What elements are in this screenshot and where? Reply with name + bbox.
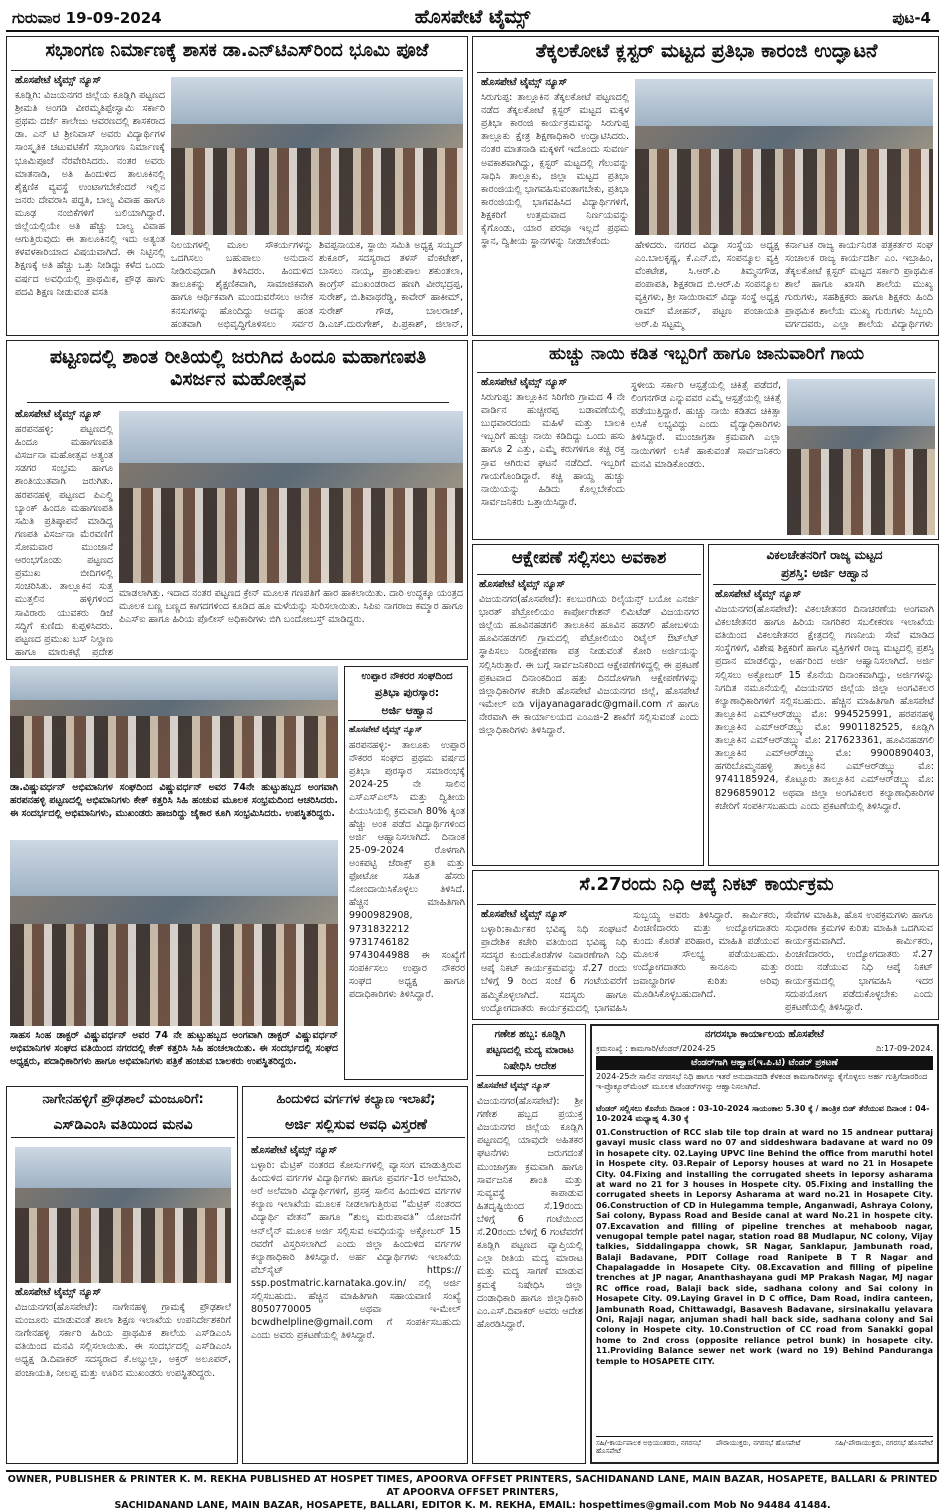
article-body: ಮಾಡಲಾಗಿತ್ತು. ಇದಾದ ನಂತರ ಪಟ್ಟಣದ ಕ್ರೇನ್ ಮೂಲಕ ಗಣಪತಿಗೆ ಹಾರ ಹಾಕಲಾಯಿತು. ದಾರಿ ಉದ್ದಕ್ಕೂ ಯಂತ್ರದ ಮೂಲಕ ಬಣ್ಣ ಬಣ್ಣದ ಕಾಗದಗಳಿಂದ ಕೂಡಿದ ಹೂ ಮಳೆಯನ್ನು ಸುರಿಸಲಾಯಿತು. ಸಿಪಿಐ ನಾಗರಾಜ ಕಮ್ಮಾರ ಹಾಗೂ ಪಿಎಸ್‌ಐ ಹಾಗೂ ಹಿರಿಯ ಪೊಲೀಸ್ ಅಧಿಕಾರಿಗಳು ಬಿಗಿ ಬಂದೋಬಸ್ತ್ ಮಾಡಿದ್ದರು. xyxy=(119,588,463,626)
event-photo xyxy=(787,379,935,535)
article-pratibha-karanji xyxy=(472,36,939,336)
byline: ಹೊಸಪೇಟೆ ಟೈಮ್ಸ್ ನ್ಯೂಸ್ xyxy=(15,409,102,420)
article-body: ವಿಜಯನಗರ(ಹೊಸಪೇಟೆ): ಕಲಬುರಗಿಯ ರಿಲೈಯನ್ಸ್ ಬಯೋ ಎನರ್ಜಿ ಭಾರತ್ ಪೆಟ್ರೋಲಿಯಂ ಕಾರ್ಪೋರೇಶನ್ ಲಿಮಿಟೆಡ್ ವಿಜಯನಗರ ಜಿಲ್ಲೆಯ ಹೂವಿನಹಡಗಲಿ ತಾಲೂಕಿನ ಹೂವಿನ ಹಡಗಲಿ ಹೋಬಳಿಯ ಹೂವಿನಹಡಗಲಿ ಗ್ರಾಮದಲ್ಲಿ ಪೆಟ್ರೋಲಿಯಂ ರಿಟೈಲ್ ಔಟ್‌ಲೆಟ್ ಸ್ಥಾಪಿಸಲು ನಿರಾಕ್ಷೇಪಣಾ ಪತ್ರ ನೀಡುವಂತೆ ಕೋರಿ ಅರ್ಜಿಯನ್ನು ಸಲ್ಲಿಸಿರುತ್ತಾರೆ. ಈ ಬಗ್ಗೆ ಸಾರ್ವಜನಿಕರಿಂದ ಆಕ್ಷೇಪಣೆಗಳಿದ್ದಲ್ಲಿ ಈ ಪ್ರಕಟಣೆ ಪ್ರಕಟವಾದ ದಿನಾಂಕದಿಂದ ಹತ್ತು ದಿನದೊಳಗಾಗಿ ಆಕ್ಷೇಪಣೆಗಳನ್ನು ಜಿಲ್ಲಾಧಿಕಾರಿಗಳ ಕಚೇರಿ ಹೊಸಪೇಟೆ ವಿಜಯನಗರ ಜಿಲ್ಲೆ, ಹೊಸಪೇಟೆ ಇಮೇಲ್ ಐಡಿ vijayanagaradc@gmail.com ಗೆ ಹಾಗೂ ನೇರವಾಗಿ ಈ ಕಾರ್ಯಾಲಯದ ಎಂಎಜಿ-2 ಶಾಖೆಗೆ ಸಲ್ಲಿಸುವಂತೆ ಎಂದು ಜಿಲ್ಲಾಧಿಕಾರಿಗಳು ತಿಳಿಸಿದ್ದಾರೆ. xyxy=(479,594,699,737)
article-body: ವಿಜಯನಗರ(ಹೊಸಪೇಟೆ): ನಾಗೇನಹಳ್ಳಿ ಗ್ರಾಮಕ್ಕೆ ಪ್ರೌಢಶಾಲೆ ಮಂಜೂರು ಮಾಡುವಂತೆ ಶಾಲಾ ಶಿಕ್ಷಣ ಇಲಾಖೆಯ ಉಪನಿರ್ದೇಶಕರಿಗೆ ನಾಗೇನಹಳ್ಳಿ ಸರ್ಕಾರಿ ಹಿರಿಯ ಪ್ರಾಥಮಿಕ ಶಾಲೆಯ ಎಸ್‌ಡಿಎಂಸಿ ವತಿಯಿಂದ ಮನವಿ ಸಲ್ಲಿಸಲಾಯಿತು. ಈ ಸಂದರ್ಭದಲ್ಲಿ ಎಸ್‌ಡಿಎಂಸಿ ಅಧ್ಯಕ್ಷ ಡಿ.ದಿವಾಕರ್ ಸದಸ್ಯರಾದ ಕೆ.ಅಬ್ದುಲ್ಲಾ, ಅಕ್ತರ್ ಅಲೂಪರ್, ಪಂಚಾಯತಿ, ನೀಲಪ್ಪ ಮತ್ತು ಊರಿನ ಮುಖಂಡರು ಉಪಸ್ಥಿತರಿದ್ದರು. xyxy=(15,1302,231,1379)
article-body: ಬಳ್ಳಾರಿ:ಕಾರ್ಮಿಕರ ಭವಿಷ್ಯ ನಿಧಿ ಸಂಘಟನೆ ಪ್ರಾದೇಶಿಕ ಕಚೇರಿ ವತಿಯಿಂದ ಭವಿಷ್ಯ ನಿಧಿ ಸದಸ್ಯರ ಕುಂದುಕೊರತೆಗಳ ನಿವಾರಣೆಗಾಗಿ ನಿಧಿ ಆಪ್ಕೆ ನಿಕಟ್ ಕಾರ್ಯಕ್ರಮವನ್ನು ಸೆ.27 ರಂದು ಬೆಳಿಗ್ಗೆ 9 ರಿಂದ ಸಂಜೆ 6 ಗಂಟೆಯವರೆಗೆ ಹಮ್ಮಿಕೊಳ್ಳಲಾಗಿದೆ. ಸದಸ್ಯರು ಹಾಗೂ ಉದ್ಯೋಗದಾತರು ಕಾರ್ಯಕ್ರಮದಲ್ಲಿ ಭಾಗವಹಿಸಿ xyxy=(481,924,627,1014)
article-body: ಸುಬ್ಬಯ್ಯ ಅವರು ತಿಳಿಸಿದ್ದಾರೆ. ಕಾರ್ಮಿಕರು, ಪಿಂಚಣಿದಾರರು ಮತ್ತು ಉದ್ಯೋಗದಾತರು ಕುಂದು ಕೊರತೆ ಪರಿಹಾರ, ಮಾಹಿತಿ ಪಡೆಯುವ ಮೂಲಕ ಸೌಲಭ್ಯ ಪಡೆಯಬಹುದು. ಉದ್ಯೋಗದಾತರು ಕಾನೂನು ಮತ್ತು ಜವಾಬ್ದಾರಿಗಳ ಕುರಿತು ಅರಿವು ಮೂಡಿಸಿಕೊಳ್ಳಬಹುದಾಗಿದೆ. xyxy=(633,910,779,1000)
poster-photo xyxy=(10,840,338,1026)
article-body: ಸಿರುಗುಪ್ಪ: ತಾಲ್ಲೂಕಿನ ತೆಕ್ಕಲಕೋಟೆ ಪಟ್ಟಣದಲ್ಲಿ ನಡೆದ ತೆಕ್ಕಲಕೋಟೆ ಕ್ಲಸ್ಟರ್ ಮಟ್ಟದ ಮಕ್ಕಳ ಪ್ರತಿಭಾ ಕಾರಂಜಿ ಕಾರ್ಯಕ್ರಮವನ್ನು ಸಿರುಗುಪ್ಪ ತಾಲ್ಲೂಕು ಕ್ಷೇತ್ರ ಶಿಕ್ಷಣಾಧಿಕಾರಿ ಉದ್ಘಾಟಿಸಿದರು. ನಂತರ ಮಾತನಾಡಿ ಮಕ್ಕಳಿಗೆ ಇದೊಂದು ಸುವರ್ಣ ಅವಕಾಶವಾಗಿದ್ದು, ಕ್ಲಸ್ಟರ್ ಮಟ್ಟದಲ್ಲಿ ಗೆಲುವನ್ನು ಸಾಧಿಸಿ ತಾಲ್ಲೂಕು, ಜಿಲ್ಲಾ ಮಟ್ಟದ ಪ್ರತಿಭಾ ಕಾರಂಜಿಯಲ್ಲಿ ಭಾಗವಹಿಸುವಂತಾಗಬೇಕು, ಪ್ರತಿಭಾ ಕಾರಂಜಿಯಲ್ಲಿ ಭಾಗವಹಿಸಿದ ವಿದ್ಯಾರ್ಥಿಗಳಿಗೆ, ಶಿಕ್ಷಕರಿಗೆ ಉತ್ತಮವಾದ ನಿರ್ಣಯವನ್ನು ಕೈಗೊಂಡು, ಯಾರ ಪರವೂ ಇಲ್ಲದೆ ಪ್ರಥಮ ಸ್ಥಾನ, ದ್ವಿತೀಯ ಸ್ಥಾನಗಳನ್ನು ನೀಡಬೇಕೆಂದು xyxy=(481,92,629,248)
byline: ಹೊಸಪೇಟೆ ಟೈಮ್ಸ್ ನ್ಯೂಸ್ xyxy=(481,377,568,388)
headline: ಸೆ.27ರಂದು ನಿಧಿ ಆಪ್ಕೆ ನಿಕಟ್ ಕಾರ್ಯಕ್ರಮ xyxy=(477,875,936,905)
headline: ತೆಕ್ಕಲಕೋಟೆ ಕ್ಲಸ್ಟರ್ ಮಟ್ಟದ ಪ್ರತಿಭಾ ಕಾರಂಜಿ ಉದ್ಘಾಟನೆ xyxy=(477,41,936,73)
issue-date: ಗುರುವಾರ 19-09-2024 xyxy=(12,9,162,27)
headline: ಅರ್ಜಿ ಸಲ್ಲಿಸುವ ಅವಧಿ ವಿಸ್ತರಣೆ xyxy=(247,1117,465,1138)
byline: ಹೊಸಪೇಟೆ ಟೈಮ್ಸ್ ನ್ಯೂಸ್ xyxy=(251,1145,338,1156)
imprint-footer xyxy=(6,1470,939,1511)
tender-intro: 2024-25ನೇ ಸಾಲಿನ ನಗರಸಭೆ ನಿಧಿ ಹಾಗೂ ಇತರೆ ಅನುದಾನದಡಿ ಕೆಳಕಂಡ ಕಾಮಗಾರಿಗಳನ್ನು ಕೈಗೊಳ್ಳಲು ಅರ್ಹ ಗುತ್ತಿಗೆದಾರರಿಂದ ಇ-ಪ್ರೊಕ್ಯೂರ್‌ಮೆಂಟ್ ಮೂಲಕ ಟೆಂಡರ್‌ಗಳನ್ನು ಆಹ್ವಾನಿಸಲಾಗಿದೆ. xyxy=(596,1072,928,1092)
byline: ಹೊಸಪೇಟೆ ಟೈಮ್ಸ್ ನ್ಯೂಸ್ xyxy=(349,725,423,735)
headline: ನಿಷೇಧಿಸಿ ಆದೇಶ xyxy=(476,1061,584,1076)
headline: ಆಕ್ಷೇಪಣೆ ಸಲ್ಲಿಸಲು ಅವಕಾಶ xyxy=(477,549,701,575)
imprint-line: OWNER, PUBLISHER & PRINTER K. M. REKHA PUBLISHED AT HOSPET TIMES, APOORVA OFFSET PRINTERS, SACHIDANAND LANE, MAIN BAZAR, HOSAPETE, BALLARI & PRINTED AT APOORVA OFFSET PRINTERS, xyxy=(7,1474,938,1498)
headline: ಪ್ರಶಸ್ತಿ: ಅರ್ಜಿ ಆಹ್ವಾನ xyxy=(713,567,936,585)
article-body: ಬಳ್ಳಾರಿ: ಮೆಟ್ರಿಕ್ ನಂತರದ ಕೋರ್ಸುಗಳಲ್ಲಿ ವ್ಯಾಸಂಗ ಮಾಡುತ್ತಿರುವ ಹಿಂದುಳಿದ ವರ್ಗಗಳ ವಿದ್ಯಾರ್ಥಿಗಳು ಹಾಗೂ ಪ್ರವರ್ಗ-1ರ ಅಲೆಮಾರಿ, ಅರೆ ಅಲೆಮಾರಿ ವಿದ್ಯಾರ್ಥಿಗಳಿಗೆ, ಪ್ರಸಕ್ತ ಸಾಲಿನ ಹಿಂದುಳಿದ ವರ್ಗಗಳ ಕಲ್ಯಾಣ ಇಲಾಖೆಯ ಮೂಲಕ ನೀಡಲಾಗುತ್ತಿರುವ “ಮೆಟ್ರಿಕ್ ನಂತರದ ವಿದ್ಯಾರ್ಥಿ ವೇತನ” ಹಾಗೂ “ಶುಲ್ಕ ಮರುಪಾವತಿ” ಯೋಜನೆಗೆ ಆನ್‌ಲೈನ್ ಮೂಲಕ ಅರ್ಜಿ ಸಲ್ಲಿಸುವ ಅವಧಿಯನ್ನು ಅಕ್ಟೋಬರ್ 15 ರವರೆಗೆ ವಿಸ್ತರಿಸಲಾಗಿದೆ ಎಂದು ಜಿಲ್ಲಾ ಹಿಂದುಳಿದ ವರ್ಗಗಳ ಕಲ್ಯಾಣಾಧಿಕಾರಿ ತಿಳಿಸಿದ್ದಾರೆ. ಅರ್ಹ ವಿದ್ಯಾರ್ಥಿಗಳು ಇಲಾಖೆಯ ವೆಬ್‌ಸೈಟ್ https:// ssp.postmatric.karnataka.gov.in/ ನಲ್ಲಿ ಅರ್ಜಿ ಸಲ್ಲಿಸಬಹುದು. ಹೆಚ್ಚಿನ ಮಾಹಿತಿಗಾಗಿ ಸಹಾಯವಾಣಿ ಸಂಖ್ಯೆ 8050770005 ಅಥವಾ ಇ-ಮೇಲ್ bcwdhelpline@gmail.com ಗೆ ಸಂಪರ್ಕಿಸಬಹುದು ಎಂದು ಅವರು ಪ್ರಕಟಣೆಯಲ್ಲಿ ತಿಳಿಸಿದ್ದಾರೆ. xyxy=(251,1160,461,1342)
fans-photo xyxy=(10,666,338,778)
headline: ಅರ್ಜಿ ಆಹ್ವಾನ xyxy=(348,705,466,721)
office-name: ನಗರಸಭಾ ಕಾರ್ಯಾಲಯ ಹೊಸಪೇಟೆ xyxy=(704,1029,825,1040)
byline: ಹೊಸಪೇಟೆ ಟೈಮ್ಸ್ ನ್ಯೂಸ್ xyxy=(481,77,568,88)
tender-date: ದಿ:17-09-2024. xyxy=(876,1044,933,1053)
signatory: ಸಹಿ/-ಪೌರಾಯುಕ್ತರು, ನಗರಸಭೆ ಹೊಸಪೇಟೆ xyxy=(835,1439,933,1447)
article-bhoomi-pooje xyxy=(6,36,468,336)
headline: ಪ್ರತಿಭಾ ಪುರಸ್ಕಾರ: xyxy=(374,686,440,699)
byline: ಹೊಸಪೇಟೆ ಟೈಮ್ಸ್ ನ್ಯೂಸ್ xyxy=(479,579,566,590)
memorandum-photo xyxy=(15,1147,231,1283)
byline: ಹೊಸಪೇಟೆ ಟೈಮ್ಸ್ ನ್ಯೂಸ್ xyxy=(477,1081,551,1091)
headline: ಹಿಂದುಳಿದ ವರ್ಗಗಳ ಕಲ್ಯಾಣ ಇಲಾಖೆ; xyxy=(276,1092,436,1107)
event-photo xyxy=(171,77,463,235)
article-body: ಕರ್ನಾಟಕ ರಾಜ್ಯ ಕಾರ್ಯನಿರತ ಪತ್ರಕರ್ತರ ಸಂಘ ಸಂಚಾಲಕ ರಾಜ್ಯ ಕಾರ್ಯದರ್ಶಿ ಎಂ. ಇಬ್ರಾಹಿಂ, ತೆಕ್ಕಲಕೋಟೆ ಕ್ಲಸ್ಟರ್ ಮಟ್ಟದ ಸರ್ಕಾರಿ ಪ್ರಾಥಮಿಕ ಶಾಲೆ ಹಾಗೂ ಖಾಸಗಿ ಶಾಲೆಯ ಮುಖ್ಯ ಗುರುಗಳು, ಸಹಶಿಕ್ಷಕರು ಹಾಗೂ ಶಿಕ್ಷಕರು ಹಿಂದಿ ಪ್ರಾಥಮಿಕ ಶಾಲೆಯ ಮುಖ್ಯ ಗುರುಗಳು ಸಿಬ್ಬಂದಿ ವರ್ಗದವರು, ಎಲ್ಲಾ ಶಾಲೆಯ ವಿದ್ಯಾರ್ಥಿಗಳು xyxy=(785,240,933,330)
article-body: ಶಿವಪ್ಪನಾಯಕ, ಸ್ಥಾಯಿ ಸಮಿತಿ ಅಧ್ಯಕ್ಷ ಸಯ್ಯದ್ ಶುಕೂರ್, ಸದಸ್ಯರಾದ ತಳಸ್ ವೆಂಕಟೇಶ್, ಬಾಸಲು ನಾಯ್ಕ, ಪ್ರಾಂಶುಪಾಲ ಶಕುಂತಲಾ, ಕಾಂಗ್ರೆಸ್ ಮುಖಂಡರಾದ ಹಣಗಿ ವೀರಭದ್ರಪ್ಪ, ಸುರೇಶ್, ಬಿ.ಶಿವಾಥರೆಡ್ಡಿ, ಕಾವೇರ್ ಹಾಕೀಮ್, ಸುರೇಶ್ ಗೌಡ, ಬಾಲರಾಜ್, ಡಿ.ಎಚ್.ದುರುಗೇಶ್, ಪಿ.ಪ್ರಕಾಶ್, ಜಿಲಾನ್, xyxy=(319,240,463,330)
byline: ಹೊಸಪೇಟೆ ಟೈಮ್ಸ್ ನ್ಯೂಸ್ xyxy=(481,909,568,920)
tender-works: 01.Construction of RCC slab tile top drain at ward no 15 andnear puttaraj gavayi music class ward no 07 and siddeshwara badavane at ward no 09 in hosapete city. 02.Laying UPVC line Behind the office from maruthi hotel in Hospete city. 03.Repair of Leporsy houses at ward no 21 in Hosapete City. 04.Fixing and installing the corrugated sheets in leporsy asharama at ward no 21 for 3 houses in Hospete city. 05.Fixing and installing the corrugated sheets in Leporsy Asharama at ward no.21 in Hosapete City. 06.Construction of CD in Hulegamma temple, Anganwadi, Ashraya Colony, Sai colony, Bypass Road and Beside canal at ward No.21 in hospete city. 07.Excavation and filling of pipeline trenches at mehaboob nagar, venugopal temple patel nagar, station road 88 Mudlapur, NC colony, Vijay talkies, Siddalingappa chowk, SR Nagar, Sanklapur, Jambunath road, Balaji Badavane, PDIT Collage road Ranipete B T R Nagar and Chapalagadde in Hosapete City. 08.Excavation and filling of pipeline trenches at JP nagar, Ananthashayana gudi MP Prakash Nagar, MJ nagar RC office road, Balaji back side, sadhana colony and Sai colony in Hosapete City. 09.Laying Gravel in D C office, Dam Road, indira canteen, Jambunath Road, Chittawadgi, Basavesh Badavane, sirsinakallu yelavara Oni, Rajaji nagar, anjuman shadi hall back side, sadhana colony and Sai colony in Hospete city. 10.Construction of CC road from Sanakki gopal home to 2nd cross (opposite reliance petrol bunk) in hosapete city. 11.Providing Balance sewer net work (ward no 19) Behind Panduranga temple to HOSAPETE CITY. xyxy=(596,1128,933,1366)
signatory: ಸಹಿ/-ಕಾರ್ಯಪಾಲಕ ಅಭಿಯಂತರರು, ನಗರಸಭೆ ಹೊಸಪೇಟೆ xyxy=(596,1439,701,1456)
event-photo xyxy=(635,79,933,235)
article-body: ಸಿರುಗುಪ್ಪ: ತಾಲ್ಲೂಕಿನ ಸಿರಿಗೇರಿ ಗ್ರಾಮದ 4 ನೇ ವಾರ್ಡಿನ ಹುಚ್ಚೀರಪ್ಪ ಬಡಾವಣೆಯಲ್ಲಿ ಬುಧವಾರದಂದು ಮಹಿಳೆ ಮತ್ತು ಬಾಲಕಿ ಇಬ್ಬರಿಗೆ ಹುಚ್ಚು ನಾಯಿ ಕಡಿದಿದ್ದು ಒಂದು ಹಸು ಹಾಗೂ 2 ಎತ್ತು, ಎಮ್ಮೆ ಕರುಗಳಿಗೂ ಕಚ್ಚಿ ರಕ್ತ ಸ್ರಾವ ಆಗಿರುವ ಘಟನೆ ನಡೆದಿದೆ. ಇಬ್ಬರಿಗೆ ಗಾಯಗೊಂಡಿದ್ದಾರೆ. ಕಚ್ಚಿ ಹಾಯ್ದ ಹುಚ್ಚು ನಾಯಿಯನ್ನು ಹಿಡಿದು ಕೊಲ್ಲಬೇಕೆಂದು ಸಾರ್ವಜನಿಕರು ಒತ್ತಾಯಿಸಿದ್ದಾರೆ. xyxy=(481,392,625,508)
tender-notice xyxy=(590,1024,939,1464)
byline: ಹೊಸಪೇಟೆ ಟೈಮ್ಸ್ ನ್ಯೂಸ್ xyxy=(715,589,802,600)
article-disability-award xyxy=(708,544,939,866)
article-dog-bite xyxy=(472,340,939,540)
newspaper-title: ಹೊಸಪೇಟೆ ಟೈಮ್ಸ್ xyxy=(414,6,531,28)
article-high-school xyxy=(6,1086,238,1464)
article-body: ಹರಪನಹಳ್ಳಿ:- ತಾಲೂಕು ಉಪ್ಪಾರ ನೌಕರರ ಸಂಘದ ಪ್ರಥಮ ವರ್ಷದ ಪ್ರತಿಭಾ ಪುರಸ್ಕಾರ ಸಮಾರಂಭಕ್ಕೆ 2024-25 ನೇ ಸಾಲಿನ ಎಸ್‌ಎಸ್‌ಎಲ್‌ಸಿ ಮತ್ತು ದ್ವಿತೀಯ ಪಿಯುಸಿಯಲ್ಲಿ ಕ್ರಮವಾಗಿ 80% ಕ್ಕಿಂತ ಹೆಚ್ಚು ಅಂಕ ಪಡೆದ ವಿದ್ಯಾರ್ಥಿಗಳಿಂದ ಅರ್ಜಿ ಆಹ್ವಾನಿಸಲಾಗಿದೆ. ದಿನಾಂಕ 25-09-2024 ರೊಳಗಾಗಿ ಅಂಕಪಟ್ಟಿ ಜೆರಾಕ್ಸ್ ಪ್ರತಿ ಮತ್ತು ಫೋಟೋ ಸಹಿತ ಹೆಸರು ನೋಂದಾಯಿಸಿಕೊಳ್ಳಲು ತಿಳಿಸಿದೆ. ಹೆಚ್ಚಿನ ಮಾಹಿತಿಗಾಗಿ 9900982908, 9731832212 9731746182 9743044988 ಈ ಸಂಖ್ಯೆಗೆ ಸಂಪರ್ಕಿಸಲು ಉಪ್ಪಾರ ನೌಕರರ ಸಂಘದ ಅಧ್ಯಕ್ಷ ಹಾಗೂ ಪದಾಧಿಕಾರಿಗಳು ತಿಳಿಸಿದ್ದಾರೆ. xyxy=(349,740,465,1001)
headline: ಸಭಾಂಗಣ ನಿರ್ಮಾಣಕ್ಕೆ ಶಾಸಕ ಡಾ.ಎನ್‌ಟಿಎಸ್‌ರಿಂದ ಭೂಮಿ ಪೂಜೆ xyxy=(11,41,463,71)
headline: ಪಟ್ಟಣದಲ್ಲಿ ಶಾಂತ ರೀತಿಯಲ್ಲಿ ಜರುಗಿದ ಹಿಂದೂ ಮಹಾಗಣಪತಿ ವಿಸರ್ಜನ ಮಹೋತ್ಸವ xyxy=(27,347,449,403)
byline: ಹೊಸಪೇಟೆ ಟೈಮ್ಸ್ ನ್ಯೂಸ್ xyxy=(15,75,102,86)
headline: ಉಪ್ಪಾರ ನೌಕರರ ಸಂಘದಿಂದ xyxy=(361,671,453,682)
signatory: ಪೌರಾಯುಕ್ತರು, ನಗರಸಭೆ ಹೊಸಪೇಟೆ xyxy=(716,1439,801,1447)
photo-caption: ಡಾ.ವಿಷ್ಣುವರ್ಧನ್ ಅಭಿಮಾನಿಗಳ ಸಂಘದಿಂದ ವಿಷ್ಣುವರ್ಧನ್ ಅವರ 74ನೇ ಹುಟ್ಟುಹಬ್ಬದ ಅಂಗವಾಗಿ ಹರಪನಹಳ್ಳಿ ಪಟ್ಟಣದಲ್ಲಿ ಅಭಿಮಾನಿಗಳು ಕೇಕ್ ಕತ್ತರಿಸಿ ಸಿಹಿ ಹಂಚುವ ಮೂಲಕ ಸಂಭ್ರಮದಿಂದ ಆಚರಿಸಿದರು. ಈ ಸಂದರ್ಭದಲ್ಲಿ ಅಭಿಮಾನಿಗಳು, ಮುಖಂಡರು ಹಾಜರಿದ್ದು ಜೈಕಾರ ಕೂಗಿ ಸಂಭ್ರಮಿಸಿದರು. ಉಪಸ್ಥಿತರಿದ್ದರು. xyxy=(10,782,338,819)
article-ganapati-visarjana xyxy=(6,340,468,660)
article-body: ವಿಜಯನಗರ(ಹೊಸಪೇಟೆ): ವಿಕಲಚೇತನರ ದಿನಾಚರಣೆಯ ಅಂಗವಾಗಿ ವಿಕಲಚೇತನರ ಹಾಗೂ ಹಿರಿಯ ನಾಗರಿಕರ ಸಬಲೀಕರಣ ಇಲಾಖೆಯ ವತಿಯಿಂದ ವಿಕಲಚೇತನರ ಕ್ಷೇತ್ರದಲ್ಲಿ ಗಣನೀಯ ಸೇವೆ ಮಾಡಿದ ಸಂಸ್ಥೆಗಳಿಗೆ, ವಿಶೇಷ ಶಿಕ್ಷಕರಿಗೆ ಹಾಗೂ ವ್ಯಕ್ತಿಗಳಿಗೆ ರಾಜ್ಯ ಮಟ್ಟದಲ್ಲಿ ಪ್ರಶಸ್ತಿ ಪ್ರದಾನ ಮಾಡಲಿದ್ದು, ಅರ್ಹರಿಂದ ಅರ್ಜಿ ಆಹ್ವಾನಿಸಲಾಗಿದೆ. ಅರ್ಜಿ ಸಲ್ಲಿಸಲು ಅಕ್ಟೋಬರ್ 15 ಕೊನೆಯ ದಿನಾಂಕವಾಗಿದ್ದು, ಅರ್ಜಿಗಳನ್ನು ನಿಗದಿತ ನಮೂನೆಯಲ್ಲಿ ವಿಜಯನಗರ ಜಿಲ್ಲೆಯ ಜಿಲ್ಲಾ ಅಂಗವಿಕಲರ ಕಲ್ಯಾಣಾಧಿಕಾರಿಗಳಿಗೆ ಸಲ್ಲಿಸಬಹುದು. ಹೆಚ್ಚಿನ ಮಾಹಿತಿಗಾಗಿ ಹೊಸಪೇಟೆ ತಾಲ್ಲೂಕಿನ ಎಮ್‌ಆರ್‌ಡಬ್ಲ್ಯು ಮೊ: 994525991, ಹರಪನಹಳ್ಳಿ ತಾಲ್ಲೂಕಿನ ಎಮ್‌ಆರ್‌ಡಬ್ಲ್ಯು ಮೊ: 9901182525, ಕೂಡ್ಲಿಗಿ ತಾಲ್ಲೂಕಿನ ಎಮ್‌ಆರ್‌ಡಬ್ಲ್ಯು ಮೊ: 217623361, ಹೂವಿನಹಡಗಲಿ ತಾಲ್ಲೂಕಿನ ಎಮ್‌ಆರ್‌ಡಬ್ಲ್ಯು ಮೊ: 9900890403, ಹಗರಿಬೊಮ್ಮನಹಳ್ಳಿ ತಾಲ್ಲೂಕಿನ ಎಮ್‌ಆರ್‌ಡಬ್ಲ್ಯು ಮೊ: 9741185924, ಕೊಟ್ಟೂರು ತಾಲ್ಲೂಕಿನ ಎಮ್‌ಆರ್‌ಡಬ್ಲ್ಯು ಮೊ: 8296859012 ಅಥವಾ ಜಿಲ್ಲಾ ಅಂಗವಿಕಲರ ಕಲ್ಯಾಣಾಧಿಕಾರಿಗಳ ಕಚೇರಿಗೆ ಸಂಪರ್ಕಿಸಬಹುದು ಎಂದು ಪ್ರಕಟಣೆಯಲ್ಲಿ ತಿಳಿಸಿದ್ದಾರೆ. xyxy=(715,604,934,812)
photo-caption: ಸಾಹಸ ಸಿಂಹ ಡಾಕ್ಟರ್ ವಿಷ್ಣುವರ್ಧನ್ ಅವರ 74 ನೇ ಹುಟ್ಟುಹಬ್ಬದ ಅಂಗವಾಗಿ ಡಾಕ್ಟರ್ ವಿಷ್ಣುವರ್ಧನ್ ಅಭಿಮಾನಿಗಳ ಸಂಘದ ವತಿಯಿಂದ ನಗರದಲ್ಲಿ ಕೇಕ್ ಕತ್ತರಿಸಿ ಸಿಹಿ ಹಂಚಲಾಯಿತು. ಈ ಸಂದರ್ಭದಲ್ಲಿ ಸಂಘದ ಅಧ್ಯಕ್ಷರು, ಪದಾಧಿಕಾರಿಗಳು ಹಾಗೂ ಅಭಿಮಾನಿಗಳು ಪತ್ರಿಕೆ ಹಂಚುವ ಬಾಲಕರು ಉಪಸ್ಥಿತರಿದ್ದರು. xyxy=(10,1030,338,1067)
byline: ಹೊಸಪೇಟೆ ಟೈಮ್ಸ್ ನ್ಯೂಸ್ xyxy=(15,1287,102,1298)
headline: ನಾಗೇನಹಳ್ಳಿಗೆ ಪ್ರೌಢಶಾಲೆ ಮಂಜೂರಿಗೆ: xyxy=(42,1092,204,1107)
divider xyxy=(596,1436,933,1437)
article-body: ನಿಲಯಗಳಲ್ಲಿ ಮೂಲ ಸೌಕರ್ಯಗಳನ್ನು ಒದಗಿಸಲು ಬಹುಪಾಲು ಅನುದಾನ ನೀಡಿರುವುದಾಗಿ ತಿಳಿಸಿದರು. ಹಿಂದುಳಿದ ತಾಲೂಕನ್ನು ಶೈಕ್ಷಣಿಕವಾಗಿ, ಸಾಮಾಜಿಕವಾಗಿ ಹಾಗೂ ಆರ್ಥಿಕವಾಗಿ ಮುಂದುವರೆಸಲು ಅನೇಕ ಕನಸುಗಳನ್ನು ಹೊಂದಿದ್ದು ಅದನ್ನು ಹಂತ ಹಂತವಾಗಿ ಅಭಿವೃದ್ಧಿಗೊಳಿಸಲು ಸರ್ವರ xyxy=(171,240,313,330)
article-liquor-ban xyxy=(472,1024,586,1464)
tender-ref: ಕ್ರಮಸಂಖ್ಯೆ : ಕಾಮಗಾರಿ/ಟೆಂಡರ್/2024-25 xyxy=(596,1044,716,1053)
article-uppara-sangha xyxy=(344,666,468,1080)
article-body: ಕೂಡ್ಲಿಗಿ: ವಿಜಯನಗರ ಜಿಲ್ಲೆಯ ಕೂಡ್ಲಿಗಿ ಪಟ್ಟಣದ ಶ್ರೀಮತಿ ಅಂಗಡಿ ವೀರಮ್ಮತಿಪ್ಪೇಸ್ವಾಮಿ ಸರ್ಕಾರಿ ಪ್ರಥಮ ದರ್ಜೆ ಕಾಲೇಜು ಆವರಣದಲ್ಲಿ ಶಾಸಕರಾದ ಡಾ. ಎನ್ ಟಿ ಶ್ರೀನಿವಾಸ್ ಅವರು ವಿದ್ಯಾರ್ಥಿಗಳ ಸಾಂಸ್ಕೃತಿಕ ಚಟುವಟಿಕೆಗೆ ಸಭಾಂಗಣ ನಿರ್ಮಾಣಕ್ಕೆ ಭೂಮಿಪೂಜೆ ನೆರವೇರಿಸಿದರು. ನಂತರ ಅವರು ಮಾತನಾಡಿ, ಅತಿ ಹಿಂದುಳಿದ ತಾಲೂಕಿನಲ್ಲಿ ಶೈಕ್ಷಣಿಕ ವ್ಯವಸ್ಥೆ ಉಂಟಾಗಬೇಕೆಂದರೆ ಇಲ್ಲಿನ ಜನರು ದೇವರಾಸಿ ಪದ್ಧತಿ, ಬಾಲ್ಯ ವಿವಾಹ ಹಾಗೂ ಮೂಢ ನಂಬಿಕೆಗಳಿಗೆ ಬಲಿಯಾಗಿದ್ದಾರೆ. ಜಿಲ್ಲೆಯಲ್ಲಿಯೇ ಅತಿ ಹೆಚ್ಚು ಬಾಲ್ಯ ವಿವಾಹ ಆಗುತ್ತಿರುವುದು ಈ ತಾಲೂಕಿನಲ್ಲಿ ಇದು ಅತ್ಯಂತ ಕಳವಳಕಾರಿಯಾದ ವಿಷಯವಾಗಿದೆ. ಈ ನಿಟ್ಟಿನಲ್ಲಿ ಶಿಕ್ಷಣಕ್ಕೆ ಅತಿ ಹೆಚ್ಚು ಒತ್ತು ನೀಡಿದ್ದು ಕಳೆದ ಒಂದು ವರ್ಷದ ಅವಧಿಯಲ್ಲಿ ಪ್ರಾಥಮಿಕ, ಪ್ರೌಢ ಹಾಗು ಪದವಿ ಶಿಕ್ಷಣ ನೀಡುವಂತ ವಸತಿ xyxy=(15,90,165,298)
tender-dates: ಟೆಂಡರ್ ಸಲ್ಲಿಸಲು ಕೊನೆಯ ದಿನಾಂಕ : 03-10-2024 ಸಾಯಂಕಾಲ 5.30 ಕ್ಕೆ / ತಾಂತ್ರಿಕ ಬಿಡ್ ತೆರೆಯುವ ದಿನಾಂಕ : 04-10-2024 ಮಧ್ಯಾಹ್ನ 4.30 ಕ್ಕೆ xyxy=(596,1104,930,1124)
masthead xyxy=(6,4,939,32)
headline: ಹುಚ್ಚು ನಾಯಿ ಕಡಿತ ಇಬ್ಬರಿಗೆ ಹಾಗೂ ಜಾನುವಾರಿಗೆ ಗಾಯ xyxy=(477,345,936,373)
tender-title: ಟೆಂಡರ್‌ಗಾಗಿ ಆಹ್ವಾನ(ಇ.ಪಿ.ಟಿ) ಟೆಂಡರ್ ಪ್ರಕಟಣೆ xyxy=(596,1056,933,1070)
article-body: ಸೇವೆಗಳ ಮಾಹಿತಿ, ಹೊಸ ಉಪಕ್ರಮಗಳು ಹಾಗೂ ಸುಧಾರಣಾ ಕ್ರಮಗಳ ಕುರಿತು ಮಾಹಿತಿ ಒದಗಿಸುವ ಕಾರ್ಯಕ್ರಮವಾಗಿದೆ. ಕಾರ್ಮಿಕರು, ಪಿಂಚಣಿದಾರರು, ಉದ್ಯೋಗದಾತರು ಸೆ.27 ರಂದು ನಡೆಯುವ ನಿಧಿ ಆಪ್ಕೆ ನಿಕಟ್ ಕಾರ್ಯಕ್ರಮದಲ್ಲಿ ಭಾಗವಹಿಸಿ ಇದರ ಸದುಪಯೋಗ ಪಡೆದುಕೊಳ್ಳಬೇಕು ಎಂದು ಪ್ರಕಟಣೆಯಲ್ಲಿ ತಿಳಿಸಿದ್ದಾರೆ. xyxy=(785,910,933,1013)
headline: ಪಟ್ಟಣದಲ್ಲಿ ಮದ್ಯ ಮಾರಾಟ xyxy=(486,1045,574,1056)
headline: ಗಣೇಶ ಹಬ್ಬ: ಕೂಡ್ಲಿಗಿ xyxy=(494,1029,566,1040)
article-nidhi-apke-nikat xyxy=(472,870,939,1020)
article-body: ಹೇಳಿದರು. ನಗರದ ವಿದ್ಯಾ ಸಂಸ್ಥೆಯ ಅಧ್ಯಕ್ಷ ಎಂ.ಬಾಲಕೃಷ್ಣ, ಕೆ.ಎನ್.ಬಿ, ಸಂಪನ್ಮೂಲ ವ್ಯಕ್ತಿ ವೆಂಕಟೇಶ, ಸಿ.ಆರ್.ಪಿ ತಿಮ್ಮನಗೌಡ, ಪಂಪಾಪತಿ, ಶಿಕ್ಷಕರಾದ ಬಿ.ಆರ್.ಪಿ ಸಂಪನ್ಮೂಲ ವ್ಯಕ್ತಿಗಳು, ಶ್ರೀ ಸಾಯಿರಾಮ್ ವಿದ್ಯಾ ಸಂಸ್ಥೆ ಅಧ್ಯಕ್ಷ ರಾಮ್ ಮೋಹನ್, ಪಟ್ಟಣ ಪಂಚಾಯತಿ ಅರ್.ಪಿ ಸಟ್ಟಮ್ಮ xyxy=(635,240,779,330)
headline: ವಿಕಲಚೇತನರಿಗೆ ರಾಜ್ಯ ಮಟ್ಟದ xyxy=(766,548,883,562)
page-number: ಪುಟ-4 xyxy=(892,9,931,27)
article-objection xyxy=(472,544,704,866)
headline: ಎಸ್‌ಡಿಎಂಸಿ ವತಿಯಿಂದ ಮನವಿ xyxy=(11,1117,235,1138)
event-photo xyxy=(119,411,463,583)
article-bc-welfare xyxy=(242,1086,468,1464)
article-body: ಸ್ಥಳೀಯ ಸರ್ಕಾರಿ ಆಸ್ಪತ್ರೆಯಲ್ಲಿ ಚಿಕಿತ್ಸೆ ಪಡೆದರೆ, ಲಿಂಗನಗೌಡ ಎನ್ನುವವರ ಎಮ್ಮೆ ಆಸ್ಪತ್ರೆಯಲ್ಲಿ ಚಿಕಿತ್ಸೆ ಪಡೆಯುತ್ತಿದ್ದಾರೆ. ಹುಚ್ಚು ನಾಯಿ ಕಡಿತದ ಚಿಕಿತ್ಸಾ ಲಸಿಕೆ ಲಭ್ಯವಿದ್ದು ಎಂದು ವೈದ್ಯಾಧಿಕಾರಿಗಳು ತಿಳಿಸಿದ್ದಾರೆ. ಮುಂಜಾಗ್ರತಾ ಕ್ರಮವಾಗಿ ಎಲ್ಲಾ ನಾಯಿಗಳಿಗೆ ಲಸಿಕೆ ಹಾಕುವಂತೆ ಸಾರ್ವಜನಿಕರು ಮನವಿ ಮಾಡಿಕೊಂಡರು. xyxy=(631,380,781,470)
article-body: ವಿಜಯನಗರ(ಹೊಸಪೇಟೆ): ಶ್ರೀ ಗಣೇಶ ಹಬ್ಬದ ಪ್ರಯುಕ್ತ ವಿಜಯನಗರ ಜಿಲ್ಲೆಯ ಕೂಡ್ಲಿಗಿ ಪಟ್ಟಣದಲ್ಲಿ ಯಾವುದೇ ಅಹಿತಕರ ಘಟನೆಗಳು ಜರುಗದಂತೆ ಮುಂಜಾಗ್ರತಾ ಕ್ರಮವಾಗಿ ಹಾಗೂ ಸಾರ್ವಜನಿಕ ಶಾಂತಿ ಮತ್ತು ಸುವ್ಯವಸ್ಥೆ ಕಾಪಾಡುವ ಹಿತದೃಷ್ಟಿಯಿಂದ ಸೆ.19ರಂದು ಬೆಳಿಗ್ಗೆ 6 ಗಂಟೆಯಿಂದ ಸೆ.20ರಂದು ಬೆಳಿಗ್ಗೆ 6 ಗಂಟೆವರೆಗೆ ಕೂಡ್ಲಿಗಿ ಪಟ್ಟಣದ ವ್ಯಾಪ್ತಿಯಲ್ಲಿ ಎಲ್ಲಾ ರೀತಿಯ ಮದ್ಯ ಮಾರಾಟ ಮತ್ತು ಮದ್ಯ ಸಾಗಣೆ ಮಾಡುವ ಕ್ರಮಕ್ಕೆ ನಿಷೇಧಿಸಿ ಜಿಲ್ಲಾ ದಂಡಾಧಿಕಾರಿ ಹಾಗೂ ಜಿಲ್ಲಾಧಿಕಾರಿ ಎಂ.ಎಸ್.ದಿವಾಕರ್ ಅವರು ಆದೇಶ ಹೊರಡಿಸಿದ್ದಾರೆ. xyxy=(477,1096,583,1330)
article-body: ಹರಪನಹಳ್ಳಿ: ಪಟ್ಟಣದಲ್ಲಿ ಹಿಂದೂ ಮಹಾಗಣಪತಿ ವಿಸರ್ಜನಾ ಮಹೋತ್ಸವ ಅತ್ಯಂತ ಸಡಗರ ಸಂಭ್ರಮ ಹಾಗೂ ಶಾಂತಿಯುತವಾಗಿ ಜರುಗಿತು. ಹರಪನಹಳ್ಳಿ ಪಟ್ಟಣದ ಪಿಎಲ್ಡಿ ಬ್ಯಾಂಕ್ ಹಿಂದೂ ಮಹಾಗಣಪತಿ ಸಮಿತಿ ಪ್ರತಿಷ್ಠಾಪನೆ ಮಾಡಿದ್ದ ಗಣಪತಿ ವಿಸರ್ಜನಾ ಮೆರವಣಿಗೆ ಸೋಮವಾರ ಮುಂಜಾನೆ ಆರಂಭಗೊಂಡು ಪಟ್ಟಣದ ಪ್ರಮುಖ ಬೀದಿಗಳಲ್ಲಿ ಸಂಚರಿಸಿತು. ತಾಲ್ಲೂಕಿನ ಸುತ್ತ ಮುತ್ತಲಿನ ಹಳ್ಳಿಗಳಿಂದ ಸಾವಿರಾರು ಯುವಕರು ಡಿಜೆ ಸದ್ದಿಗೆ ಕುಣಿದು ಕುಪ್ಪಳಿಸಿದರು. ಪಟ್ಟಣದ ಪ್ರಮುಖ ಬಸ್ ನಿಲ್ದಾಣ ಹಾಗೂ ಮಾರುಕಟ್ಟೆ ಪ್ರದೇಶ xyxy=(15,424,113,657)
imprint-line: SACHIDANAND LANE, MAIN BAZAR, HOSAPETE, BALLARI, EDITOR K. M. REKHA, EMAIL: hospettimes@gmail.com Mob No 94484 41484. xyxy=(114,1499,831,1511)
